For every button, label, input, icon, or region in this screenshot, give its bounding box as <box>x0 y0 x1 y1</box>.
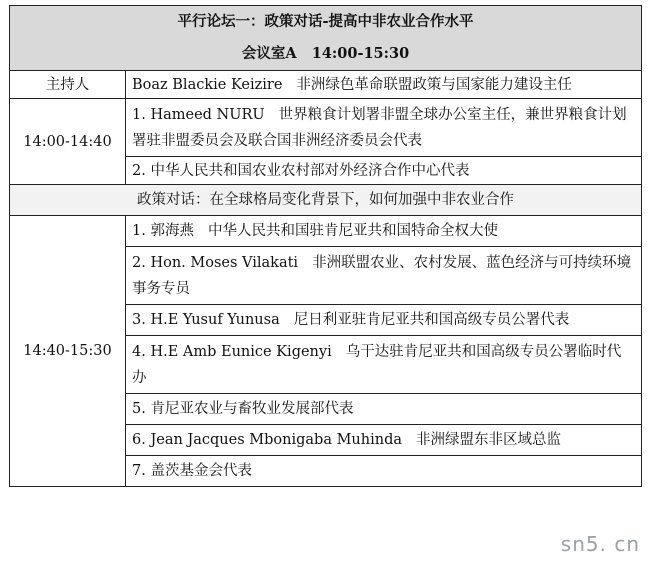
speaker-name: H.E Amb Eunice Kigenyi <box>150 343 332 360</box>
session2-row-1 <box>10 216 642 247</box>
host-role: 非洲绿色革命联盟政策与国家能力建设主任 <box>296 76 572 93</box>
speaker-role: 非洲绿盟东非区域总监 <box>416 432 561 448</box>
speaker-cell: 5. 肯尼亚农业与畜牧业发展部代表 <box>126 394 642 425</box>
speaker-role: 盖茨基金会代表 <box>150 463 252 479</box>
agenda-table <box>9 5 642 487</box>
room-time <box>16 38 635 70</box>
speaker-role: 非洲联盟农业、农村发展、蓝色经济与可持续环境事务专员 <box>132 254 632 297</box>
speaker-role: 中华人民共和国农业农村部对外经济合作中心代表 <box>150 162 470 179</box>
room-name: 会议室A <box>241 45 297 62</box>
speaker-name: Jean Jacques Mbonigaba Muhinda <box>150 432 402 448</box>
dialogue-row <box>10 185 642 216</box>
header-cell <box>10 6 642 71</box>
host-label: 主持人 <box>10 71 126 99</box>
session1-row-1 <box>10 99 642 157</box>
host-cell <box>126 71 642 99</box>
session1-time: 14:00-14:40 <box>10 99 126 185</box>
speaker-role: 尼日利亚驻肯尼亚共和国高级专员公署代表 <box>293 312 570 328</box>
host-row <box>10 71 642 99</box>
speaker-role: 中华人民共和国驻肯尼亚共和国特命全权大使 <box>207 223 498 239</box>
speaker-cell: 2. 中华人民共和国农业农村部对外经济合作中心代表 <box>126 157 642 185</box>
speaker-role: 乌干达驻肯尼亚共和国高级专员公署临时代办 <box>132 343 622 386</box>
speaker-name: Hon. Moses Vilakati <box>150 254 299 271</box>
host-name: Boaz Blackie Keizire <box>132 76 283 93</box>
dialogue-title: 政策对话：在全球格局变化背景下，如何加强中非农业合作 <box>10 185 642 216</box>
speaker-cell: 7. 盖茨基金会代表 <box>126 456 642 487</box>
header-row <box>10 6 642 71</box>
speaker-cell: 2. Hon. Moses Vilakati 非洲联盟农业、农村发展、蓝色经济与可持续环境事务专员 <box>126 247 642 305</box>
speaker-name: Hameed NURU <box>150 106 265 123</box>
speaker-cell: 6. Jean Jacques Mbonigaba Muhinda 非洲绿盟东非区域总监 <box>126 425 642 456</box>
speaker-role: 世界粮食计划署非盟全球办公室主任，兼世界粮食计划署驻非盟委员会及联合国非洲经济委员会代表 <box>132 106 627 149</box>
speaker-name: H.E Yusuf Yunusa <box>150 312 280 328</box>
speaker-cell: 3. H.E Yusuf Yunusa 尼日利亚驻肯尼亚共和国高级专员公署代表 <box>126 305 642 336</box>
speaker-name: 郭海燕 <box>150 223 194 239</box>
session-time: 14:00-15:30 <box>311 45 410 62</box>
watermark: sn5. cn <box>560 532 640 556</box>
speaker-cell: 1. 郭海燕 中华人民共和国驻肯尼亚共和国特命全权大使 <box>126 216 642 247</box>
speaker-cell: 4. H.E Amb Eunice Kigenyi 乌干达驻肯尼亚共和国高级专员公署临时代办 <box>126 336 642 394</box>
speaker-cell: 1. Hameed NURU 世界粮食计划署非盟全球办公室主任，兼世界粮食计划署驻非盟委员会及联合国非洲经济委员会代表 <box>126 99 642 157</box>
speaker-role: 肯尼亚农业与畜牧业发展部代表 <box>150 401 354 417</box>
forum-title: 平行论坛一：政策对话-提高中非农业合作水平 <box>177 13 474 30</box>
session2-time: 14:40-15:30 <box>10 216 126 487</box>
